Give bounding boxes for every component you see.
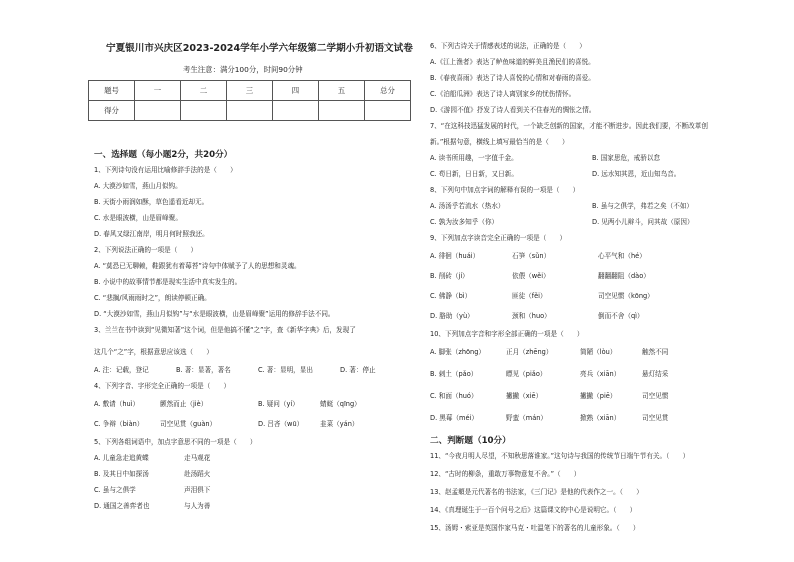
question-stem: 10、下列加点字音和字形全部正确的一项是（ ） [430, 330, 584, 338]
section-heading-judge: 二、判断题（10分） [430, 436, 511, 446]
option[interactable]: A. “莫恐已无聊赖，鞋跟犹有着莓苔”诗句中体赋予了人的思想和灵魂。 [94, 262, 301, 270]
question-stem: 4、下列字音、字形完全正确的一项是（ ） [94, 382, 231, 390]
option-word: 野蛮（mán） [506, 414, 548, 422]
option[interactable]: C. 苟日新，日日新，又日新。 [430, 170, 518, 178]
option[interactable]: B. 疑问（yí） [258, 400, 299, 408]
option-word: 瞟见（piǎo） [506, 370, 547, 378]
score-row-label: 得分 [89, 101, 135, 121]
option[interactable]: D. 黑莓（méi） [430, 414, 478, 422]
option-word: 简陋（lòu） [580, 348, 617, 356]
option-row [430, 202, 693, 211]
option-word: 撇撇（piē） [580, 392, 617, 400]
judge-item[interactable]: 13、赵孟頫是元代著名的书法家，《三门记》是他的代表作之一。（ ） [430, 488, 643, 496]
question-stem: 6、下列古诗关于情感表述的说法，正确的是（ ） [430, 42, 586, 50]
option[interactable]: C.《泊船瓜洲》表达了诗人离别家乡的忧伤情怀。 [430, 90, 576, 98]
question-stem: 7、“在这科技迅猛发展的时代，一个缺乏创新的国家，才能不断进步。因此我们要，不断改革创 [430, 122, 708, 130]
score-header-cell: 一 [135, 81, 181, 101]
judge-item[interactable]: 14、《真理诞生于一百个问号之后》这篇课文的中心是说明它。（ ） [430, 506, 637, 514]
question-stem: 3、兰兰在书中读到“见微知著”这个词，但是他搞不懂“之”字，查《新华字典》后，发现了 [94, 326, 356, 334]
option-word: 颤然而止（jiè） [160, 400, 208, 408]
page-title: 宁夏银川市兴庆区2023-2024学年小学六年级第二学期小升初语文试卷 [106, 43, 413, 54]
option[interactable]: B. 著：显著，著名 [176, 366, 231, 374]
option-row [430, 414, 668, 423]
score-cell[interactable] [135, 101, 181, 121]
score-header-cell: 五 [319, 81, 365, 101]
option[interactable]: B. 刺土（pǎo） [430, 370, 478, 378]
score-header-cell: 题号 [89, 81, 135, 101]
option-row [430, 272, 650, 281]
option[interactable]: A. 脚张（zhōng） [430, 348, 486, 356]
score-cell[interactable] [227, 101, 273, 121]
question-stem: 2、下列说法正确的一项是（ ） [94, 246, 198, 254]
score-value-row [89, 101, 411, 121]
option-word: 触然不同 [642, 348, 669, 356]
option[interactable]: B. 削砖（jí） [430, 272, 469, 280]
option-row [430, 218, 694, 227]
score-header-cell: 三 [227, 81, 273, 101]
option[interactable]: B. 小说中的故事情节都是现实生活中真实发生的。 [94, 278, 242, 286]
option[interactable]: A. 徘徊（huái） [430, 252, 480, 260]
option-row [430, 392, 668, 401]
judge-item[interactable]: 11、“今夜月明人尽望，不知秋思落谁家。”这句诗与我国的传统节日端午节有关。（ ） [430, 452, 690, 460]
option[interactable]: C. 虽与之俱学 [94, 486, 136, 494]
option-word: 依偎（wěi） [512, 272, 550, 280]
option-word: 掀熟（xiān） [580, 414, 621, 422]
score-header-cell: 二 [181, 81, 227, 101]
option[interactable]: A. 敷请（huì） [94, 400, 140, 408]
score-cell[interactable] [319, 101, 365, 121]
score-cell[interactable] [273, 101, 319, 121]
option[interactable]: D. 远水知其恩，近山知鸟音。 [592, 170, 681, 178]
option[interactable]: D. 通国之善弈者也 [94, 502, 150, 510]
option-word: 悬灯结采 [642, 370, 669, 378]
option[interactable]: A.《江上渔者》表达了鲈鱼味道的鲜美且渔民们的喜悦。 [430, 58, 595, 66]
option-word: 走马观花 [184, 454, 211, 462]
option-row [430, 292, 654, 301]
option[interactable]: C. 争辩（biàn） [94, 420, 144, 428]
question-stem: 1、下列诗句没有运用比喻修辞手法的是（ ） [94, 166, 237, 174]
option-word: 司空见贯 [642, 414, 669, 422]
option-word: 司空见贯（guàn） [160, 420, 217, 428]
option[interactable]: B. 及其日中如探汤 [94, 470, 149, 478]
option-row [430, 154, 660, 163]
question-stem-continued: 这几个“之”字，根据意思应该选（ ） [94, 348, 213, 356]
option-row [430, 370, 668, 379]
option-word: 司空见惯（kōng） [598, 292, 654, 300]
option-row [94, 454, 210, 463]
question-stem: 9、下列加点字读音完全正确的一项是（ ） [430, 234, 567, 242]
option-row [94, 502, 210, 511]
option-word: 匪徒（fěi） [512, 292, 547, 300]
score-cell[interactable] [181, 101, 227, 121]
option[interactable]: C. “悲搁/风雨雨时之”，朗读停顿正确。 [94, 294, 211, 302]
option-word: 石笋（sǔn） [512, 252, 551, 260]
option-row [94, 470, 210, 479]
score-table [88, 80, 411, 121]
option-word: 翻翻翻阻（dào） [598, 272, 650, 280]
option[interactable]: D. 著：停止 [340, 366, 376, 374]
option[interactable]: C. 孰为汝多知乎（你） [430, 218, 499, 226]
option[interactable]: D. 吕吝（wū） [258, 420, 304, 428]
option-row [430, 170, 680, 179]
option[interactable]: A. 读书所用趣，一字值千金。 [430, 154, 518, 162]
option[interactable]: B. 国家思危，戒骄以怠 [592, 154, 661, 162]
score-header-row [89, 81, 411, 101]
option[interactable]: D. “大漠沙如雪，燕山月似钩”与“水是眼波横，山是眉峰聚”运用的修辞手法不同。 [94, 310, 335, 318]
score-cell[interactable] [365, 101, 411, 121]
section-heading-choice: 一、选择题（每小题2分，共20分） [94, 150, 233, 160]
question-stem: 5、下列各组词语中，加点字意思不同的一项是（ ） [94, 438, 257, 446]
option-word: 赴汤蹈火 [184, 470, 211, 478]
option-word: 声泪俱下 [184, 486, 211, 494]
option-word: 蜻蜓（qīng） [320, 400, 361, 408]
option[interactable]: A. 汤汤乎若流水（热水） [430, 202, 505, 210]
option-word: 心平气和（hé） [598, 252, 646, 260]
option-row [94, 486, 210, 495]
option-word: 正月（zhēng） [506, 348, 553, 356]
option[interactable]: D.《游园不值》抒发了诗人看到关不住春光的惆怅之情。 [430, 106, 596, 114]
option-word: 司空见惯 [642, 392, 669, 400]
option[interactable]: C. 水是眼波横，山是眉峰聚。 [94, 214, 182, 222]
option[interactable]: B.《春夜喜雨》表达了诗人喜悦的心情和对春雨的喜爱。 [430, 74, 595, 82]
option[interactable]: C. 和面（huó） [430, 392, 478, 400]
option-word: 亮兵（xiān） [580, 370, 621, 378]
option-row [94, 400, 400, 409]
option[interactable]: B. 虽与之俱学，弗若之矣（不如） [592, 202, 694, 210]
question-stem: 8、下列句中加点字词的解释有误的一项是（ ） [430, 186, 580, 194]
option-row [94, 420, 400, 429]
option-row [430, 252, 646, 261]
score-header-cell: 四 [273, 81, 319, 101]
option-row [430, 348, 668, 357]
option-word: 撇撇（xiē） [506, 392, 543, 400]
option[interactable]: A. 注：记载，登记 [94, 366, 149, 374]
option-row [430, 312, 644, 321]
judge-item[interactable]: 15、汤姆・索亚是英国作家马克・吐温笔下的著名的儿童形象。（ ） [430, 524, 640, 532]
option[interactable]: A. 儿童急走追黄蝶 [94, 454, 149, 462]
judge-item[interactable]: 12、“古时的柳条，重敢万事物意复不舍。”（ ） [430, 470, 581, 478]
option[interactable]: D. 春风又绿江南岸，明月何时照我还。 [94, 230, 209, 238]
exam-notice: 考生注意：满分100分，时间90分钟 [183, 65, 303, 74]
option[interactable]: D. 见两小儿辩斗，问其故（原因） [592, 218, 694, 226]
option[interactable]: A. 大漠沙如雪，燕山月似钩。 [94, 182, 182, 190]
option[interactable]: D. 胳助（yù） [430, 312, 474, 320]
option-word: 韭菜（yán） [320, 420, 359, 428]
score-header-cell: 总分 [365, 81, 411, 101]
option[interactable]: B. 天街小雨润如酥，草色遥看近却无。 [94, 198, 209, 206]
question-stem-continued: 新。”根据句意，横线上填写最恰当的是（ ） [430, 138, 569, 146]
option[interactable]: C. 著：显明，显出 [258, 366, 313, 374]
option-row [94, 366, 410, 375]
option[interactable]: C. 佛静（bì） [430, 292, 472, 300]
option-word: 颈和（huo） [512, 312, 551, 320]
option-word: 倒而不舍（qì） [598, 312, 644, 320]
option-word: 与人为善 [184, 502, 211, 510]
